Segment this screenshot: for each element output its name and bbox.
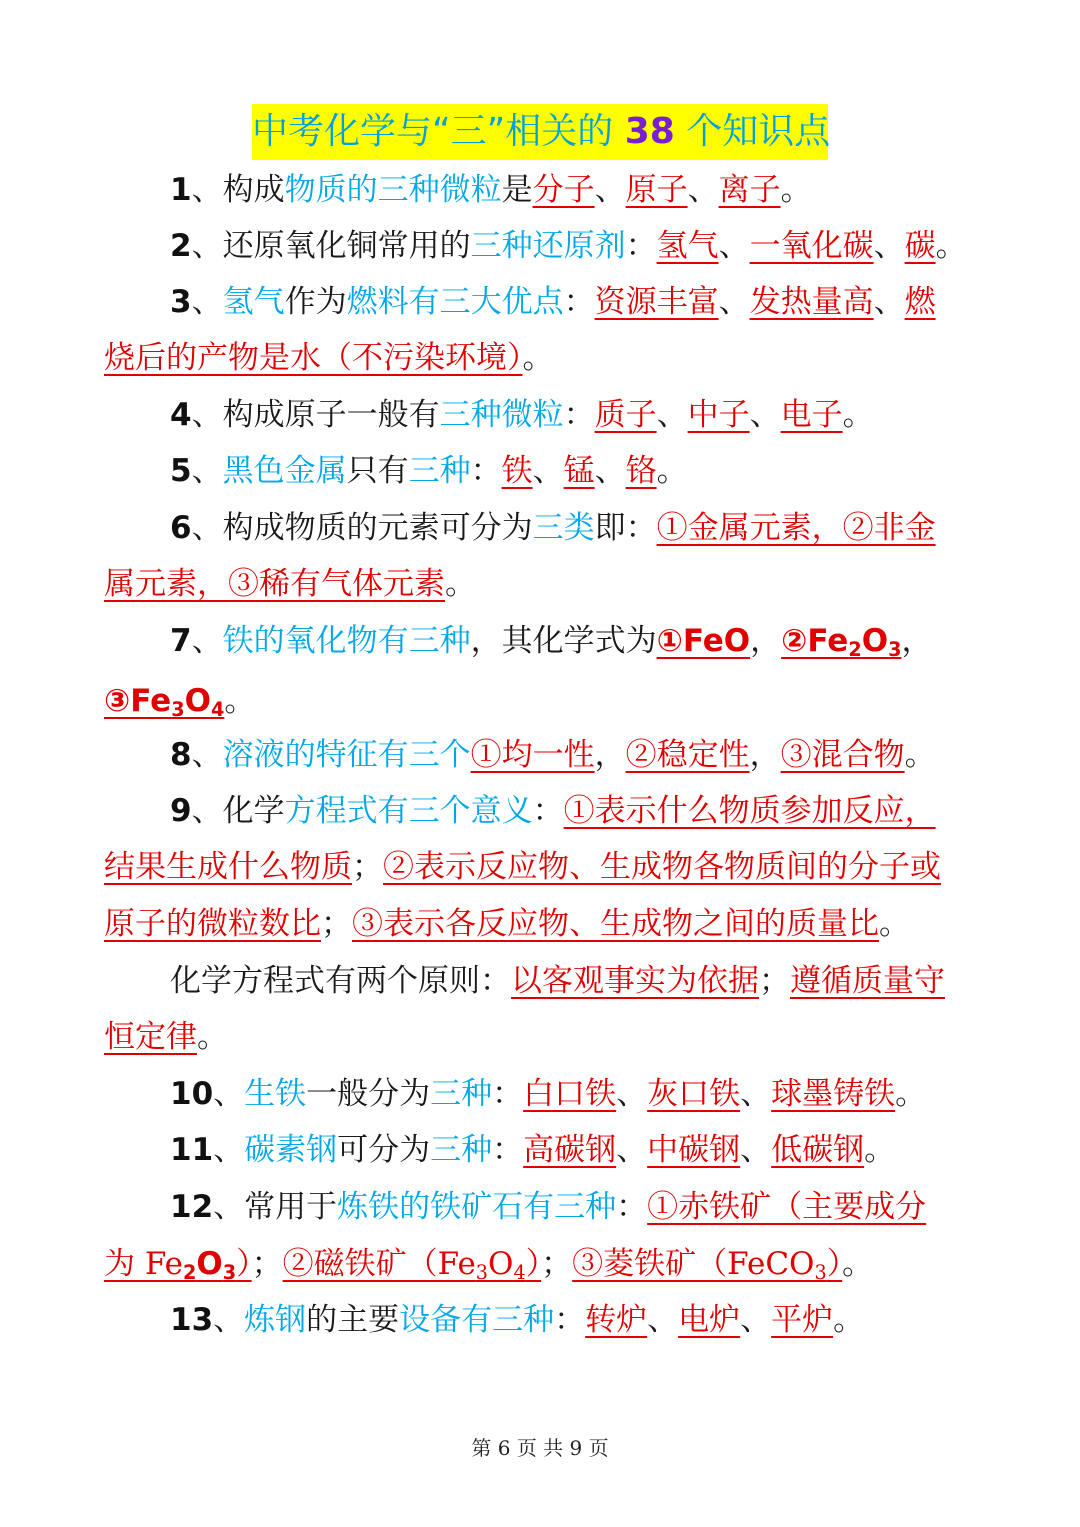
answer: 高碳钢 [523, 1132, 617, 1168]
item-number: 3 [170, 284, 192, 320]
item-2 [104, 218, 1050, 274]
formula-part: O [488, 1246, 514, 1282]
formula-part: ②Fe [781, 623, 849, 659]
answer: 铁 [501, 453, 533, 489]
item-number: 12 [170, 1189, 214, 1225]
answer: 低碳钢 [771, 1132, 865, 1168]
text: 、 [213, 1076, 245, 1112]
item-9-cont-2 [104, 896, 984, 952]
text: 、还原氧化铜常用的 [191, 228, 471, 264]
text: 。 [224, 683, 256, 719]
answer: ①表示什么物质参加反应， [563, 793, 936, 829]
key-phrase: 三种 [430, 1132, 493, 1168]
subscript: 3 [171, 697, 185, 721]
answer: ①赤铁矿（主要成分 [647, 1189, 927, 1225]
answer: 质子 [594, 397, 657, 433]
text: 。 [197, 1019, 228, 1055]
text: 、构成原子一般有 [191, 397, 440, 433]
text: 、 [656, 397, 688, 433]
item-10 [104, 1066, 1050, 1122]
text: 作为 [284, 284, 347, 320]
answer: ③表示各反应物、生成物之间的质量比 [352, 906, 879, 942]
key-phrase: 三类 [532, 510, 595, 546]
text: 。 [935, 228, 967, 264]
page-title [252, 104, 831, 160]
item-3 [104, 274, 1050, 330]
text: 、 [687, 172, 719, 208]
key-phrase: 三种还原剂 [470, 228, 626, 264]
text: 、常用于 [213, 1189, 338, 1225]
text: 、 [191, 284, 223, 320]
key-phrase: 方程式有三个意义 [284, 793, 533, 829]
answer: 属元素，③稀有气体元素 [104, 566, 445, 602]
answer: 白口铁 [523, 1076, 617, 1112]
item-number: 8 [170, 737, 192, 773]
text: 、 [191, 623, 223, 659]
key-phrase: 燃料有三大优点 [346, 284, 564, 320]
key-phrase: 生铁 [244, 1076, 307, 1112]
text: 、 [749, 397, 781, 433]
text: ： [563, 397, 595, 433]
key-phrase: 溶液的特征有三个 [222, 737, 471, 773]
subscript: 4 [210, 697, 225, 721]
text: 。 [833, 1302, 865, 1338]
text: 只有 [346, 453, 409, 489]
key-phrase: 黑色金属 [222, 453, 347, 489]
answer: 电子 [780, 397, 843, 433]
answer: 分子 [532, 172, 595, 208]
subscript: 3 [475, 1260, 489, 1284]
text: 一般分为 [306, 1076, 431, 1112]
subscript: 2 [848, 637, 862, 661]
item-5 [104, 443, 1050, 499]
item-1 [104, 162, 1050, 218]
formula-part: ③Fe [104, 683, 172, 719]
item-6-cont [104, 556, 984, 612]
formula [183, 1246, 236, 1282]
text: ； [541, 1246, 573, 1282]
text: 的主要 [306, 1302, 400, 1338]
formula: ①FeO [656, 623, 751, 659]
text: ； [759, 963, 790, 999]
text: 、 [740, 1302, 772, 1338]
answer: ②表示反应物、生成物各物质间的分子或 [383, 849, 941, 885]
text: ： [470, 453, 502, 489]
answer: 结果生成什么物质 [104, 849, 352, 885]
item-number: 13 [170, 1302, 214, 1338]
item-number: 9 [170, 793, 192, 829]
key-phrase: 设备有三种 [399, 1302, 555, 1338]
text: 、构成 [191, 172, 285, 208]
formula-part: O [196, 1246, 223, 1282]
text: 。 [445, 566, 476, 602]
title-prefix: 中考化学与“三”相关的 [252, 111, 625, 152]
text: ） [236, 1246, 252, 1282]
text: 、 [594, 453, 626, 489]
text: ： [492, 1132, 524, 1168]
key-phrase: 碳素钢 [244, 1132, 338, 1168]
text: 。 [842, 1246, 874, 1282]
formula-part: O [861, 623, 889, 659]
subscript: 3 [222, 1260, 237, 1284]
answer: 遵循质量守 [790, 963, 945, 999]
text: 。 [895, 1076, 927, 1112]
text: ， [594, 737, 626, 773]
answer: 发热量高 [749, 284, 874, 320]
text: 、 [213, 1132, 245, 1168]
answer: ①均一性 [470, 737, 595, 773]
answer: 中子 [687, 397, 750, 433]
answer: 燃 [904, 284, 936, 320]
answer: 原子 [625, 172, 688, 208]
item-8 [104, 727, 1050, 783]
text: 、 [616, 1132, 648, 1168]
text: 、 [718, 284, 750, 320]
item-13 [104, 1292, 1050, 1348]
text: ②磁铁矿（Fe [282, 1246, 476, 1282]
formula [781, 623, 901, 659]
text: ： [616, 1189, 648, 1225]
text: 、 [740, 1076, 772, 1112]
key-phrase: 三种 [430, 1076, 493, 1112]
answer: ①金属元素，②非金 [656, 510, 936, 546]
item-number: 10 [170, 1076, 214, 1112]
text: ： [492, 1076, 524, 1112]
answer: 碳 [904, 228, 936, 264]
item-number: 4 [170, 397, 192, 433]
key-phrase: 铁的氧化物有三种 [222, 623, 471, 659]
key-phrase: 炼钢 [244, 1302, 307, 1338]
text: 为 Fe [104, 1246, 184, 1282]
text: ， [749, 737, 781, 773]
item-7 [104, 613, 1050, 669]
subscript: 3 [814, 1260, 827, 1284]
text: 化学方程式有两个原则： [170, 963, 511, 999]
answer: 球墨铸铁 [771, 1076, 896, 1112]
key-phrase: 三种微粒 [439, 397, 564, 433]
text: 、 [191, 453, 223, 489]
answer: 烧后的产物是水（不污染环境） [104, 340, 523, 376]
page-footer: 第 6 页 共 9 页 [471, 1436, 609, 1460]
text: 、 [740, 1132, 772, 1168]
subscript: 2 [183, 1260, 197, 1284]
answer: 一氧化碳 [749, 228, 874, 264]
text: 、 [718, 228, 750, 264]
key-phrase: 氢气 [222, 284, 285, 320]
item-3-cont [104, 330, 984, 386]
answer: 中碳钢 [647, 1132, 741, 1168]
answer: 转炉 [585, 1302, 648, 1338]
answer [283, 1246, 542, 1282]
answer: 恒定律 [104, 1019, 197, 1055]
text: 、 [594, 172, 626, 208]
key-phrase: 炼铁的铁矿石有三种 [337, 1189, 617, 1225]
text: ： [532, 793, 564, 829]
text: 。 [780, 172, 812, 208]
text: 。 [879, 906, 910, 942]
item-number: 1 [170, 172, 192, 208]
answer: 锰 [563, 453, 595, 489]
item-12 [104, 1179, 1050, 1235]
item-4 [104, 387, 1050, 443]
text: ： [554, 1302, 586, 1338]
item-9-principles-cont [104, 1009, 984, 1065]
answer: ②稳定性 [625, 737, 750, 773]
text: 、构成物质的元素可分为 [191, 510, 533, 546]
text: 、 [873, 284, 905, 320]
key-phrase: 物质的三种微粒 [284, 172, 502, 208]
answer: 氢气 [656, 228, 719, 264]
item-number: 5 [170, 453, 192, 489]
text: 、 [213, 1302, 245, 1338]
text: ， [901, 623, 933, 659]
text: 。 [864, 1132, 896, 1168]
text: ，其化学式为 [470, 623, 657, 659]
answer: 平炉 [771, 1302, 834, 1338]
answer [104, 1246, 252, 1282]
answer: 灰口铁 [647, 1076, 741, 1112]
answer [572, 1246, 842, 1282]
answer: 原子的微粒数比 [104, 906, 321, 942]
key-phrase: 三种 [408, 453, 471, 489]
title-number: 38 [624, 111, 675, 152]
text: 。 [842, 397, 874, 433]
formula [104, 683, 224, 719]
item-12-cont [104, 1236, 984, 1292]
text: ； [251, 1246, 283, 1282]
subscript: 3 [888, 637, 902, 661]
text: ： [563, 284, 595, 320]
answer: 资源丰富 [594, 284, 719, 320]
text: 、 [873, 228, 905, 264]
text: 、 [616, 1076, 648, 1112]
answer: ③混合物 [780, 737, 905, 773]
text: 、 [191, 737, 223, 773]
answer: 以客观事实为依据 [511, 963, 759, 999]
text: 。 [904, 737, 936, 773]
text: 。 [522, 340, 554, 376]
text: ； [352, 849, 383, 885]
item-number: 7 [170, 623, 192, 659]
item-number: 6 [170, 510, 192, 546]
subscript: 4 [513, 1260, 526, 1284]
text: 可分为 [337, 1132, 431, 1168]
text: ） [826, 1246, 843, 1282]
item-number: 11 [170, 1132, 214, 1168]
item-9-cont-1 [104, 839, 984, 895]
item-6 [104, 500, 1050, 556]
answer: 铬 [625, 453, 657, 489]
text: 、化学 [191, 793, 285, 829]
text: 即： [594, 510, 657, 546]
text: 、 [647, 1302, 679, 1338]
title-suffix: 个知识点 [674, 111, 831, 152]
answer: 电炉 [678, 1302, 741, 1338]
text: ： [625, 228, 657, 264]
item-11 [104, 1122, 1050, 1178]
item-number: 2 [170, 228, 192, 264]
text: 是 [501, 172, 533, 208]
item-9 [104, 783, 1050, 839]
text: ； [321, 906, 352, 942]
text: ， [750, 623, 782, 659]
answer: 离子 [718, 172, 781, 208]
text: ③菱铁矿（FeCO [572, 1246, 815, 1282]
text: 、 [532, 453, 564, 489]
item-9-principles [104, 953, 1050, 1009]
formula-part: O [184, 683, 211, 719]
text: 。 [656, 453, 688, 489]
item-7-cont [104, 673, 984, 729]
text: ） [525, 1246, 542, 1282]
